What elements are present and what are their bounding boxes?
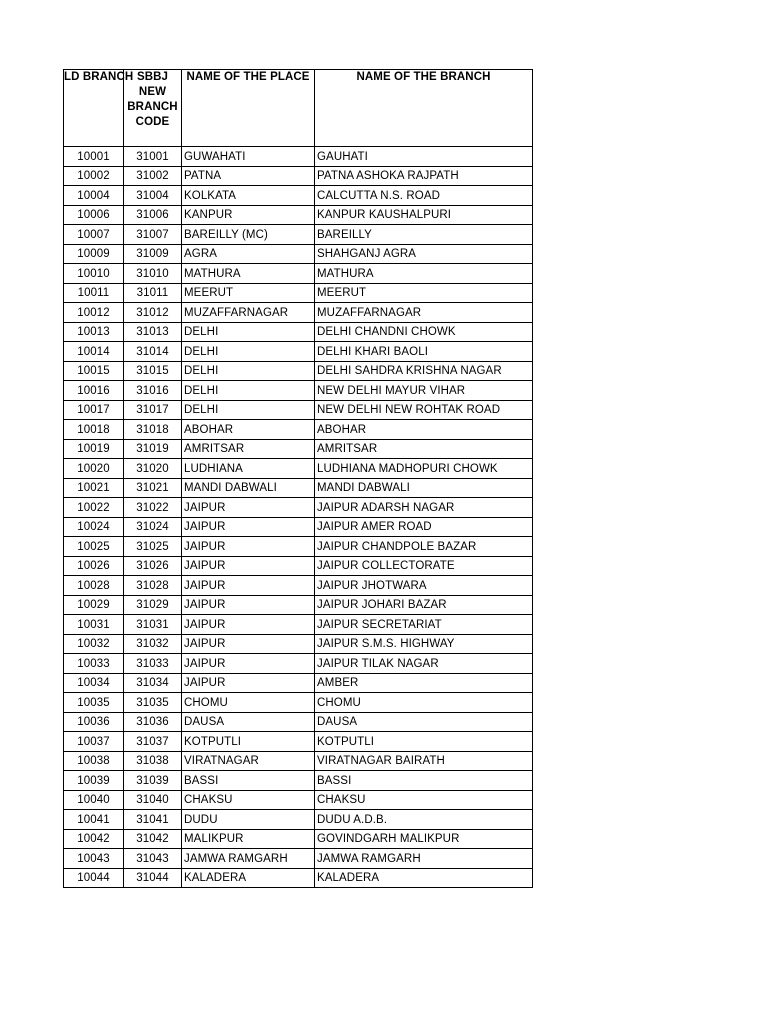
branch-name-cell: JAIPUR ADARSH NAGAR	[315, 498, 533, 518]
place-name-cell: AGRA	[182, 244, 315, 264]
new-branch-code-cell: 31013	[124, 322, 182, 342]
place-name-cell: GUWAHATI	[182, 147, 315, 167]
header-old-branch-code	[64, 70, 134, 147]
new-branch-code-cell: 31007	[124, 225, 182, 245]
table-row	[64, 517, 533, 537]
old-branch-code-cell: 10009	[64, 244, 124, 264]
branch-code-table	[63, 69, 533, 888]
new-branch-code-cell: 31026	[124, 556, 182, 576]
place-name-cell: JAIPUR	[182, 615, 315, 635]
old-branch-code-cell: 10021	[64, 478, 124, 498]
old-branch-code-cell: 10037	[64, 732, 124, 752]
branch-name-cell: DAUSA	[315, 712, 533, 732]
old-branch-code-cell: 10025	[64, 537, 124, 557]
table-row	[64, 166, 533, 186]
new-branch-code-cell: 31037	[124, 732, 182, 752]
old-branch-code-cell: 10024	[64, 517, 124, 537]
new-branch-code-cell: 31010	[124, 264, 182, 284]
branch-name-cell: SHAHGANJ AGRA	[315, 244, 533, 264]
new-branch-code-cell: 31014	[124, 342, 182, 362]
new-branch-code-cell: 31021	[124, 478, 182, 498]
new-branch-code-cell: 31042	[124, 829, 182, 849]
place-name-cell: LUDHIANA	[182, 459, 315, 479]
table-row	[64, 478, 533, 498]
table-header	[64, 70, 533, 147]
branch-name-cell: JAIPUR SECRETARIAT	[315, 615, 533, 635]
new-branch-code-cell: 31018	[124, 420, 182, 440]
new-branch-code-cell: 31016	[124, 381, 182, 401]
old-branch-code-cell: 10040	[64, 790, 124, 810]
table-row	[64, 576, 533, 596]
old-branch-code-cell: 10031	[64, 615, 124, 635]
old-branch-code-cell: 10028	[64, 576, 124, 596]
old-branch-code-cell: 10044	[64, 868, 124, 888]
table-row	[64, 400, 533, 420]
place-name-cell: MUZAFFARNAGAR	[182, 303, 315, 323]
old-branch-code-cell: 10022	[64, 498, 124, 518]
branch-name-cell: MUZAFFARNAGAR	[315, 303, 533, 323]
old-branch-code-cell: 10001	[64, 147, 124, 167]
table-row	[64, 303, 533, 323]
branch-name-cell: JAMWA RAMGARH	[315, 849, 533, 869]
branch-name-cell: CHAKSU	[315, 790, 533, 810]
table-row	[64, 439, 533, 459]
place-name-cell: JAIPUR	[182, 673, 315, 693]
old-branch-code-cell: 10012	[64, 303, 124, 323]
place-name-cell: JAIPUR	[182, 498, 315, 518]
new-branch-code-cell: 31043	[124, 849, 182, 869]
table-row	[64, 244, 533, 264]
place-name-cell: MALIKPUR	[182, 829, 315, 849]
place-name-cell: JAIPUR	[182, 537, 315, 557]
place-name-cell: MEERUT	[182, 283, 315, 303]
old-branch-code-cell: 10035	[64, 693, 124, 713]
header-branch-name	[315, 70, 533, 147]
place-name-cell: BASSI	[182, 771, 315, 791]
table-row	[64, 225, 533, 245]
old-branch-code-cell: 10010	[64, 264, 124, 284]
place-name-cell: JAMWA RAMGARH	[182, 849, 315, 869]
place-name-cell: JAIPUR	[182, 595, 315, 615]
new-branch-code-cell: 31001	[124, 147, 182, 167]
table-row	[64, 771, 533, 791]
old-branch-code-cell: 10039	[64, 771, 124, 791]
table-row	[64, 381, 533, 401]
table-row	[64, 420, 533, 440]
old-branch-code-cell: 10033	[64, 654, 124, 674]
old-branch-code-cell: 10006	[64, 205, 124, 225]
branch-name-cell: MANDI DABWALI	[315, 478, 533, 498]
new-branch-code-cell: 31022	[124, 498, 182, 518]
old-branch-code-cell: 10019	[64, 439, 124, 459]
table-row	[64, 342, 533, 362]
branch-name-cell: NEW DELHI NEW ROHTAK ROAD	[315, 400, 533, 420]
table-row	[64, 868, 533, 888]
new-branch-code-cell: 31040	[124, 790, 182, 810]
old-branch-code-cell: 10038	[64, 751, 124, 771]
table-row	[64, 264, 533, 284]
new-branch-code-cell: 31038	[124, 751, 182, 771]
table-row	[64, 849, 533, 869]
old-branch-code-cell: 10026	[64, 556, 124, 576]
new-branch-code-cell: 31011	[124, 283, 182, 303]
place-name-cell: DELHI	[182, 322, 315, 342]
branch-name-cell: VIRATNAGAR BAIRATH	[315, 751, 533, 771]
table-row	[64, 790, 533, 810]
table-row	[64, 634, 533, 654]
new-branch-code-cell: 31024	[124, 517, 182, 537]
branch-name-cell: LUDHIANA MADHOPURI CHOWK	[315, 459, 533, 479]
new-branch-code-cell: 31002	[124, 166, 182, 186]
branch-name-cell: DELHI SAHDRA KRISHNA NAGAR	[315, 361, 533, 381]
table-row	[64, 673, 533, 693]
old-branch-code-cell: 10029	[64, 595, 124, 615]
new-branch-code-cell: 31006	[124, 205, 182, 225]
branch-name-cell: ABOHAR	[315, 420, 533, 440]
branch-name-cell: BASSI	[315, 771, 533, 791]
header-place-name	[182, 70, 315, 147]
new-branch-code-cell: 31039	[124, 771, 182, 791]
branch-name-cell: KOTPUTLI	[315, 732, 533, 752]
place-name-cell: JAIPUR	[182, 634, 315, 654]
branch-name-cell: AMRITSAR	[315, 439, 533, 459]
old-branch-code-cell: 10014	[64, 342, 124, 362]
header-old-branch-code-label: LD BRANCH	[64, 71, 134, 83]
branch-name-cell: DUDU A.D.B.	[315, 810, 533, 830]
old-branch-code-cell: 10011	[64, 283, 124, 303]
branch-name-cell: AMBER	[315, 673, 533, 693]
table-row	[64, 712, 533, 732]
table-row	[64, 147, 533, 167]
table-row	[64, 732, 533, 752]
table-row	[64, 186, 533, 206]
old-branch-code-cell: 10016	[64, 381, 124, 401]
table-row	[64, 322, 533, 342]
branch-name-cell: JAIPUR AMER ROAD	[315, 517, 533, 537]
new-branch-code-cell: 31017	[124, 400, 182, 420]
old-branch-code-cell: 10043	[64, 849, 124, 869]
new-branch-code-cell: 31036	[124, 712, 182, 732]
place-name-cell: MATHURA	[182, 264, 315, 284]
place-name-cell: KANPUR	[182, 205, 315, 225]
new-branch-code-cell: 31025	[124, 537, 182, 557]
branch-name-cell: CALCUTTA N.S. ROAD	[315, 186, 533, 206]
place-name-cell: PATNA	[182, 166, 315, 186]
place-name-cell: KOTPUTLI	[182, 732, 315, 752]
old-branch-code-cell: 10017	[64, 400, 124, 420]
place-name-cell: JAIPUR	[182, 517, 315, 537]
place-name-cell: DAUSA	[182, 712, 315, 732]
old-branch-code-cell: 10018	[64, 420, 124, 440]
place-name-cell: JAIPUR	[182, 576, 315, 596]
place-name-cell: DELHI	[182, 400, 315, 420]
old-branch-code-cell: 10020	[64, 459, 124, 479]
branch-name-cell: JAIPUR CHANDPOLE BAZAR	[315, 537, 533, 557]
place-name-cell: VIRATNAGAR	[182, 751, 315, 771]
old-branch-code-cell: 10007	[64, 225, 124, 245]
new-branch-code-cell: 31032	[124, 634, 182, 654]
new-branch-code-cell: 31031	[124, 615, 182, 635]
branch-name-cell: JAIPUR JHOTWARA	[315, 576, 533, 596]
branch-name-cell: MATHURA	[315, 264, 533, 284]
table-row	[64, 283, 533, 303]
new-branch-code-cell: 31009	[124, 244, 182, 264]
old-branch-code-cell: 10015	[64, 361, 124, 381]
old-branch-code-cell: 10032	[64, 634, 124, 654]
place-name-cell: KALADERA	[182, 868, 315, 888]
place-name-cell: JAIPUR	[182, 654, 315, 674]
table-row	[64, 693, 533, 713]
old-branch-code-cell: 10042	[64, 829, 124, 849]
new-branch-code-cell: 31033	[124, 654, 182, 674]
new-branch-code-cell: 31044	[124, 868, 182, 888]
new-branch-code-cell: 31041	[124, 810, 182, 830]
old-branch-code-cell: 10036	[64, 712, 124, 732]
table-body	[64, 147, 533, 888]
new-branch-code-cell: 31034	[124, 673, 182, 693]
branch-name-cell: DELHI KHARI BAOLI	[315, 342, 533, 362]
branch-name-cell: JAIPUR JOHARI BAZAR	[315, 595, 533, 615]
table-row	[64, 654, 533, 674]
old-branch-code-cell: 10004	[64, 186, 124, 206]
new-branch-code-cell: 31020	[124, 459, 182, 479]
branch-name-cell: GAUHATI	[315, 147, 533, 167]
branch-name-cell: PATNA ASHOKA RAJPATH	[315, 166, 533, 186]
branch-name-cell: BAREILLY	[315, 225, 533, 245]
header-place-name-label: NAME OF THE PLACE	[186, 71, 310, 83]
new-branch-code-cell: 31012	[124, 303, 182, 323]
new-branch-code-cell: 31015	[124, 361, 182, 381]
table-row	[64, 615, 533, 635]
table-row	[64, 537, 533, 557]
place-name-cell: MANDI DABWALI	[182, 478, 315, 498]
branch-name-cell: JAIPUR COLLECTORATE	[315, 556, 533, 576]
table-row	[64, 556, 533, 576]
new-branch-code-cell: 31004	[124, 186, 182, 206]
new-branch-code-cell: 31029	[124, 595, 182, 615]
place-name-cell: KOLKATA	[182, 186, 315, 206]
table-row	[64, 829, 533, 849]
branch-name-cell: GOVINDGARH MALIKPUR	[315, 829, 533, 849]
new-branch-code-cell: 31028	[124, 576, 182, 596]
place-name-cell: CHAKSU	[182, 790, 315, 810]
table-row	[64, 595, 533, 615]
header-row	[64, 70, 533, 147]
table-row	[64, 205, 533, 225]
place-name-cell: BAREILLY (MC)	[182, 225, 315, 245]
branch-name-cell: KANPUR KAUSHALPURI	[315, 205, 533, 225]
place-name-cell: DELHI	[182, 342, 315, 362]
table-row	[64, 459, 533, 479]
old-branch-code-cell: 10002	[64, 166, 124, 186]
header-new-branch-code-label: SBBJ NEW BRANCH CODE	[127, 71, 178, 128]
branch-name-cell: NEW DELHI MAYUR VIHAR	[315, 381, 533, 401]
branch-name-cell: JAIPUR S.M.S. HIGHWAY	[315, 634, 533, 654]
table-row	[64, 361, 533, 381]
place-name-cell: AMRITSAR	[182, 439, 315, 459]
header-branch-name-label: NAME OF THE BRANCH	[356, 71, 491, 83]
branch-name-cell: MEERUT	[315, 283, 533, 303]
place-name-cell: ABOHAR	[182, 420, 315, 440]
new-branch-code-cell: 31035	[124, 693, 182, 713]
place-name-cell: JAIPUR	[182, 556, 315, 576]
branch-name-cell: JAIPUR TILAK NAGAR	[315, 654, 533, 674]
branch-name-cell: DELHI CHANDNI CHOWK	[315, 322, 533, 342]
old-branch-code-cell: 10041	[64, 810, 124, 830]
old-branch-code-cell: 10034	[64, 673, 124, 693]
table-row	[64, 751, 533, 771]
branch-name-cell: CHOMU	[315, 693, 533, 713]
place-name-cell: DUDU	[182, 810, 315, 830]
place-name-cell: CHOMU	[182, 693, 315, 713]
place-name-cell: DELHI	[182, 361, 315, 381]
place-name-cell: DELHI	[182, 381, 315, 401]
table-row	[64, 498, 533, 518]
branch-name-cell: KALADERA	[315, 868, 533, 888]
old-branch-code-cell: 10013	[64, 322, 124, 342]
table-row	[64, 810, 533, 830]
new-branch-code-cell: 31019	[124, 439, 182, 459]
